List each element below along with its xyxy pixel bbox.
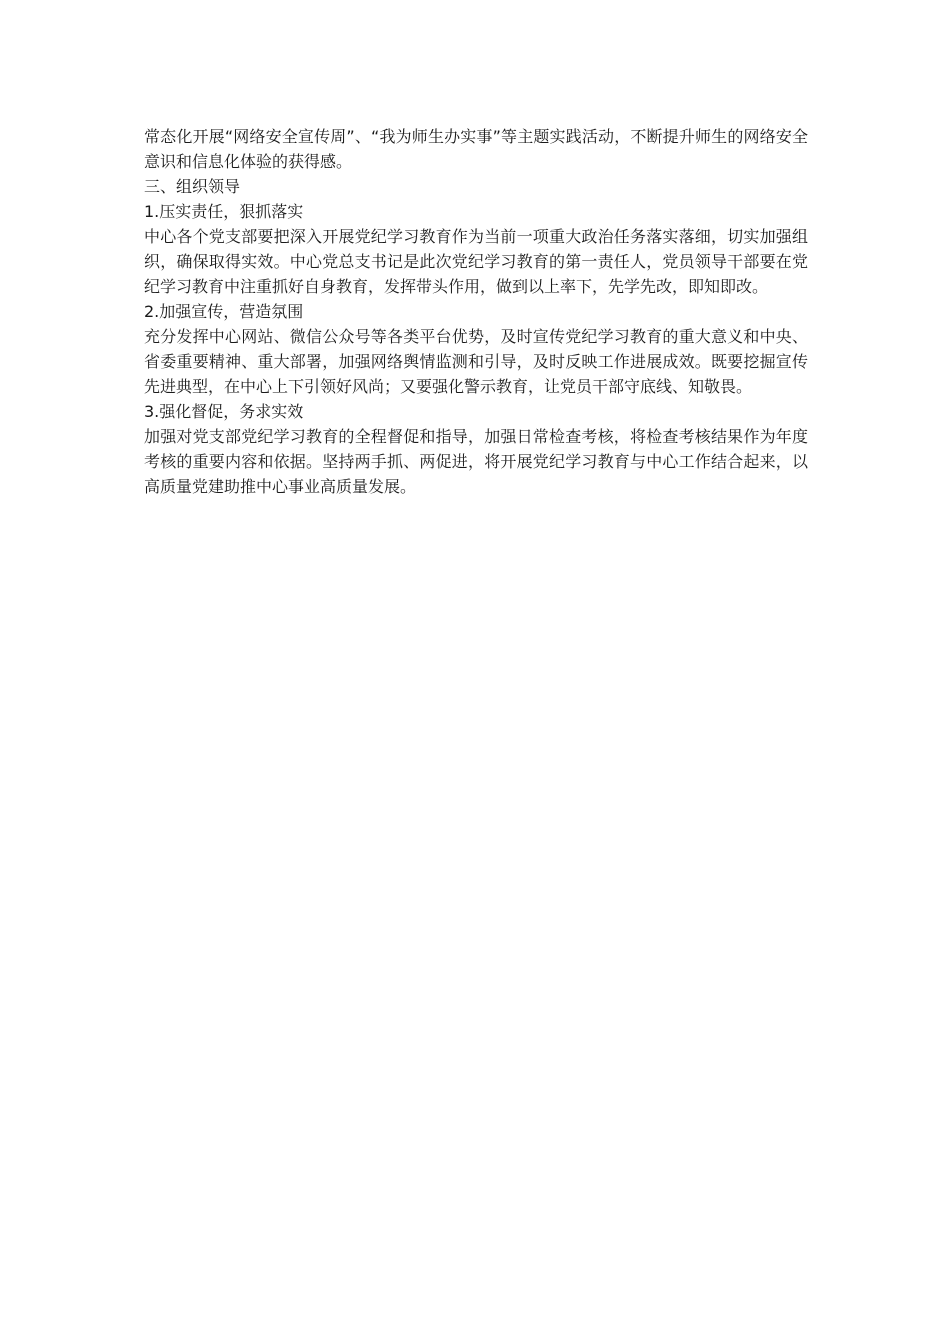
document-body <box>144 124 808 499</box>
paragraph-awareness: 常态化开展“网络安全宣传周”、“我为师生办实事”等主题实践活动，不断提升师生的网络安全意识和信息化体验的获得感。 <box>144 127 808 171</box>
subheading-responsibility: 1.压实责任，狠抓落实 <box>144 202 304 221</box>
subheading-publicity: 2.加强宣传，营造氛围 <box>144 302 304 321</box>
paragraph-responsibility: 中心各个党支部要把深入开展党纪学习教育作为当前一项重大政治任务落实落细，切实加强组织，确保取得实效。中心党总支书记是此次党纪学习教育的第一责任人，党员领导干部要在党纪学习教育中注重抓好自身教育，发挥带头作用，做到以上率下，先学先改，即知即改。 <box>144 227 808 296</box>
paragraph-supervision: 加强对党支部党纪学习教育的全程督促和指导，加强日常检查考核，将检查考核结果作为年度考核的重要内容和依据。坚持两手抓、两促进，将开展党纪学习教育与中心工作结合起来，以高质量党建助推中心事业高质量发展。 <box>144 427 808 496</box>
section-heading-organization: 三、组织领导 <box>144 177 241 196</box>
paragraph-publicity: 充分发挥中心网站、微信公众号等各类平台优势，及时宣传党纪学习教育的重大意义和中央、省委重要精神、重大部署，加强网络舆情监测和引导，及时反映工作进展成效。既要挖掘宣传先进典型，在中心上下引领好风尚；又要强化警示教育，让党员干部守底线、知敬畏。 <box>144 327 808 396</box>
subheading-supervision: 3.强化督促，务求实效 <box>144 402 304 421</box>
